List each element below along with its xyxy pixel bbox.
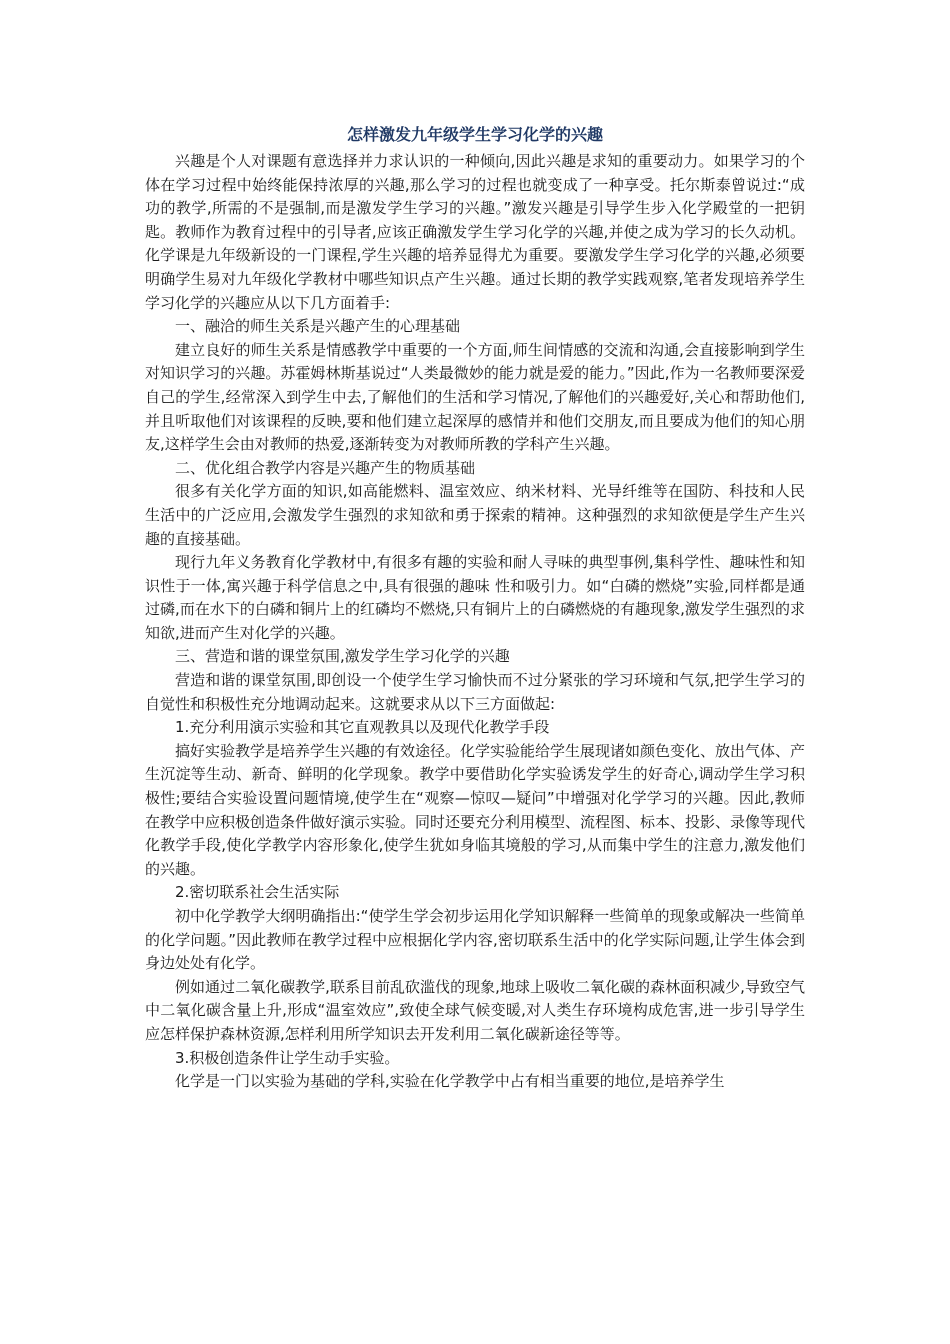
body-paragraph: 搞好实验教学是培养学生兴趣的有效途径。化学实验能给学生展现诸如颜色变化、放出气体、产生沉淀等生动、新奇、鲜明的化学现象。教学中要借助化学实验诱发学生的好奇心,调动学生学习积极性;要结合实验设置问题情境,使学生在“观察—惊叹—疑问”中增强对化学学习的兴趣。因此,教师在教学中应积极创造条件做好演示实验。同时还要充分利用模型、流程图、标本、投影、录像等现代化教学手段,使化学教学内容形象化,使学生犹如身临其境般的学习,从而集中学生的注意力,激发他们的兴趣。 <box>145 741 806 878</box>
body-paragraph: 营造和谐的课堂氛围,即创设一个使学生学习愉快而不过分紧张的学习环境和气氛,把学生学习的自觉性和积极性充分地调动起来。这就要求从以下三方面做起: <box>145 671 805 713</box>
document-body <box>145 150 805 1094</box>
body-paragraph: 化学是一门以实验为基础的学科,实验在化学教学中占有相当重要的地位,是培养学生 <box>175 1072 725 1091</box>
body-paragraph: 现行九年义务教育化学教材中,有很多有趣的实验和耐人寻味的典型事例,集科学性、趣味性和知识性于一体,寓兴趣于科学信息之中,具有很强的趣味 性和吸引力。如“白磷的燃烧”实验,同样都是通过磷,而在水下的白磷和铜片上的红磷均不燃烧,只有铜片上的白磷燃烧的有趣现象,激发学生强烈的求知欲,进而产生对化学的兴趣。 <box>145 553 805 642</box>
body-paragraph: 建立良好的师生关系是情感教学中重要的一个方面,师生间情感的交流和沟通,会直接影响到学生对知识学习的兴趣。苏霍姆林斯基说过“人类最微妙的能力就是爱的能力。”因此,作为一名教师要深爱自己的学生,经常深入到学生中去,了解他们的生活和学习情况,了解他们的兴趣爱好,关心和帮助他们,并且听取他们对该课程的反映,要和他们建立起深厚的感情并和他们交朋友,而且要成为他们的知心朋友,这样学生会由对教师的热爱,逐渐转变为对教师所教的学科产生兴趣。 <box>145 340 805 454</box>
section-heading: 1.充分利用演示实验和其它直观教具以及现代化教学手段 <box>175 718 550 737</box>
section-heading: 二、优化组合教学内容是兴趣产生的物质基础 <box>175 458 476 477</box>
document-title: 怎样激发九年级学生学习化学的兴趣 <box>346 125 603 144</box>
body-paragraph: 例如通过二氧化碳教学,联系目前乱砍滥伐的现象,地球上吸收二氧化碳的森林面积减少,导致空气中二氧化碳含量上升,形成“温室效应”,致使全球气候变暖,对人类生存环境构成危害,进一步引导学生应怎样保护森林资源,怎样利用所学知识去开发利用二氧化碳新途径等等。 <box>145 977 805 1043</box>
body-paragraph: 很多有关化学方面的知识,如高能燃料、温室效应、纳米材料、光导纤维等在国防、科技和人民生活中的广泛应用,会激发学生强烈的求知欲和勇于探索的精神。这种强烈的求知欲便是学生产生兴趣的直接基础。 <box>145 482 805 548</box>
body-paragraph: 兴趣是个人对课题有意选择并力求认识的一种倾向,因此兴趣是求知的重要动力。如果学习的个体在学习过程中始终能保持浓厚的兴趣,那么学习的过程也就变成了一种享受。托尔斯泰曾说过:“成功的教学,所需的不是强制,而是激发学生学习的兴趣。”激发兴趣是引导学生步入化学殿堂的一把钥匙。教师作为教育过程中的引导者,应该正确激发学生学习化学的兴趣,并使之成为学习的长久动机。化学课是九年级新设的一门课程,学生兴趣的培养显得尤为重要。要激发学生学习化学的兴趣,必须要明确学生易对九年级化学教材中哪些知识点产生兴趣。通过长期的教学实践观察,笔者发现培养学生学习化学的兴趣应从以下几方面着手: <box>145 152 805 312</box>
section-heading: 一、融洽的师生关系是兴趣产生的心理基础 <box>175 317 461 336</box>
section-heading: 三、营造和谐的课堂氛围,激发学生学习化学的兴趣 <box>175 647 510 666</box>
body-paragraph: 初中化学教学大纲明确指出:“使学生学会初步运用化学知识解释一些简单的现象或解决一些简单的化学问题。”因此教师在教学过程中应根据化学内容,密切联系生活中的化学实际问题,让学生体会到身边处处有化学。 <box>145 907 805 973</box>
section-heading: 2.密切联系社会生活实际 <box>175 883 340 902</box>
section-heading: 3.积极创造条件让学生动手实验。 <box>175 1048 400 1067</box>
document-page <box>145 122 805 1094</box>
